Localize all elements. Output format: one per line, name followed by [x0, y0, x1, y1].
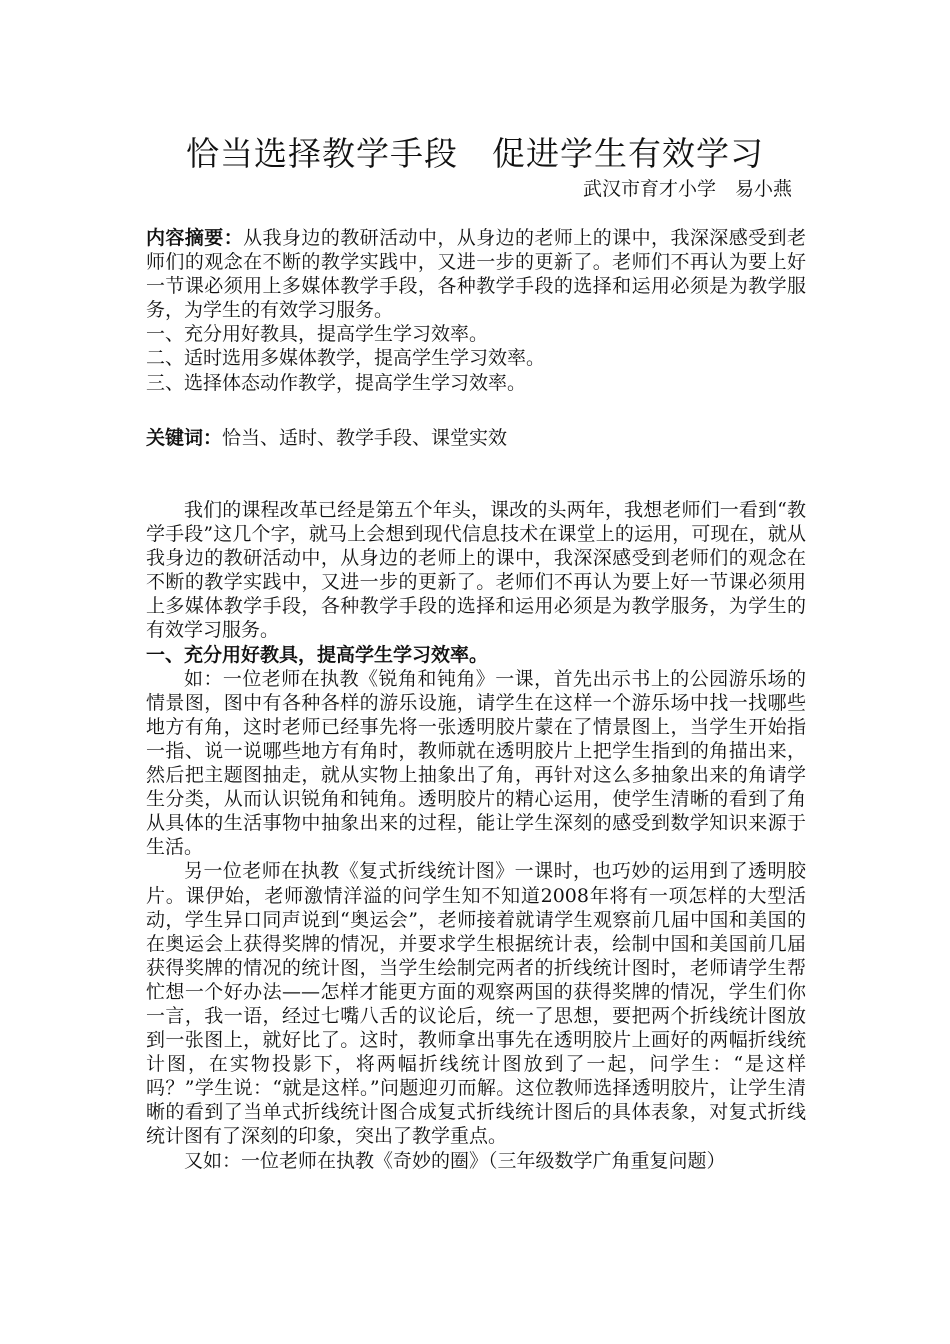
body-section — [146, 498, 806, 1173]
abstract-point-1: 一、充分用好教具，提高学生学习效率。 — [146, 323, 489, 346]
document-title: 恰当选择教学手段 促进学生有效学习 — [186, 134, 764, 173]
abstract-section — [146, 226, 806, 395]
body-paragraph-2: 另一位老师在执教《复式折线统计图》一课时，也巧妙的运用到了透明胶片。课伊始，老师激情洋溢的问学生知不知道2008年将有一项怎样的大型活动，学生异口同声说到“奥运会”，老师接着就请学生观察前几届中国和美国的在奥运会上获得奖牌的情况，并要求学生根据统计表，绘制中国和美国前几届获得奖牌的情况的统计图，当学生绘制完两者的折线统计图时，老师请学生帮忙想一个好办法——怎样才能更方面的观察两国的获得奖牌的情况，学生们你一言，我一语，经过七嘴八舌的议论后，统一了思想，要把两个折线统计图放到一张图上，就好比了。这时，教师拿出事先在透明胶片上画好的两幅折线统计图，在实物投影下，将两幅折线统计图放到了一起，问学生：“是这样吗？”学生说：“就是这样。”问题迎刃而解。这位教师选择透明胶片，让学生清晰的看到了当单式折线统计图合成复式折线统计图后的具体表象，对复式折线统计图有了深刻的印象，突出了教学重点。 — [146, 860, 806, 1148]
abstract-label: 内容摘要： — [146, 227, 244, 249]
body-paragraph-intro: 我们的课程改革已经是第五个年头，课改的头两年，我想老师们一看到“教学手段”这几个字，就马上会想到现代信息技术在课堂上的运用，可现在，就从我身边的教研活动中，从身边的老师上的课中，我深深感受到老师们的观念在不断的教学实践中，又进一步的更新了。老师们不再认为要上好一节课必须用上多媒体教学手段，各种教学手段的选择和运用必须是为教学服务，为学生的有效学习服务。 — [146, 499, 806, 642]
body-paragraph-1: 如：一位老师在执教《锐角和钝角》一课，首先出示书上的公园游乐场的情景图，图中有各种各样的游乐设施，请学生在这样一个游乐场中找一找哪些地方有角，这时老师已经事先将一张透明胶片蒙在了情景图上，当学生开始指一指、说一说哪些地方有角时，教师就在透明胶片上把学生指到的角描出来，然后把主题图抽走，就从实物上抽象出了角，再针对这么多抽象出来的角请学生分类，从而认识锐角和钝角。透明胶片的精心运用，使学生清晰的看到了角从具体的生活事物中抽象出来的过程，能让学生深刻的感受到数学知识来源于生活。 — [146, 667, 806, 859]
abstract-point-3: 三、选择体态动作教学，提高学生学习效率。 — [146, 371, 527, 394]
keywords-label: 关键词： — [146, 427, 223, 449]
keywords-text: 恰当、适时、教学手段、课堂实效 — [222, 427, 508, 449]
abstract-point-2: 二、适时选用多媒体教学，提高学生学习效率。 — [146, 347, 546, 370]
keywords-section — [146, 426, 806, 450]
abstract-paragraph — [146, 226, 806, 322]
document-author: 武汉市育才小学 易小燕 — [582, 178, 792, 200]
abstract-text: 从我身边的教研活动中，从身边的老师上的课中，我深深感受到老师们的观念在不断的教学实践中，又进一步的更新了。老师们不再认为要上好一节课必须用上多媒体教学手段，各种教学手段的选择和运用必须是为教学服务，为学生的有效学习服务。 — [146, 227, 806, 322]
section-heading-1: 一、充分用好教具，提高学生学习效率。 — [146, 643, 489, 666]
body-paragraph-3: 又如：一位老师在执教《奇妙的圈》（三年级数学广角重复问题） — [184, 1149, 726, 1172]
keywords-paragraph — [146, 426, 806, 450]
